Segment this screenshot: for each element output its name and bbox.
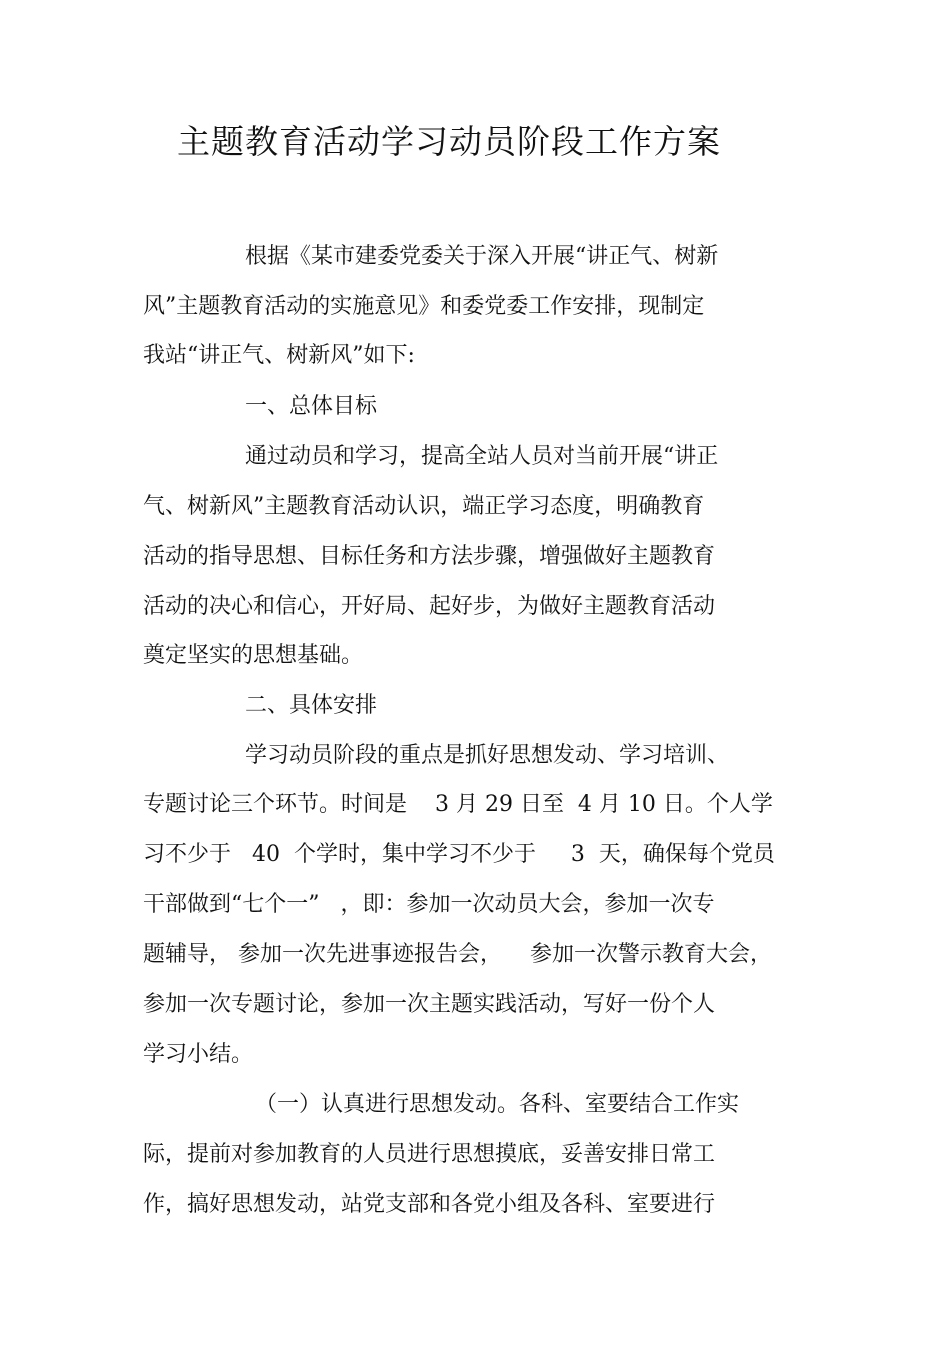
- paragraph-line: 际，提前对参加教育的人员进行思想摸底，妥善安排日常工: [143, 1142, 716, 1167]
- paragraph-line: 题辅导， 参加一次先进事迹报告会， 参加一次警示教育大会，: [143, 942, 772, 967]
- paragraph-line: 奠定坚实的思想基础。: [143, 643, 364, 668]
- paragraph-line: （一）认真进行思想发动。各科、室要结合工作实: [255, 1092, 740, 1117]
- paragraph-line: 专题讨论三个环节。时间是 3 月 29 日至 4 月 10 日。个人学: [143, 792, 773, 817]
- paragraph-line: 学习动员阶段的重点是抓好思想发动、学习培训、: [245, 743, 730, 768]
- section-heading: 一、总体目标: [245, 394, 378, 419]
- document-title: 主题教育活动学习动员阶段工作方案: [177, 122, 721, 161]
- paragraph-line: 通过动员和学习，提高全站人员对当前开展“讲正: [245, 444, 719, 469]
- section-heading: 二、具体安排: [245, 693, 378, 718]
- paragraph-line: 作，搞好思想发动，站党支部和各党小组及各科、室要进行: [143, 1192, 716, 1217]
- paragraph-line: 学习小结。: [143, 1042, 254, 1067]
- paragraph-line: 参加一次专题讨论，参加一次主题实践活动，写好一份个人: [143, 992, 716, 1017]
- paragraph-line: 活动的决心和信心，开好局、起好步，为做好主题教育活动: [143, 594, 716, 619]
- paragraph-line: 我站“讲正气、树新风”如下:: [143, 343, 415, 368]
- paragraph-line: 根据《某市建委党委关于深入开展“讲正气、树新: [245, 244, 719, 269]
- paragraph-line: 干部做到“七个一” ，即：参加一次动员大会，参加一次专: [143, 892, 715, 917]
- paragraph-line: 习不少于 40 个学时，集中学习不少于 3 天，确保每个党员: [143, 842, 775, 867]
- paragraph-line: 活动的指导思想、目标任务和方法步骤，增强做好主题教育: [143, 544, 716, 569]
- paragraph-line: 气、树新风”主题教育活动认识，端正学习态度，明确教育: [143, 494, 705, 519]
- paragraph-line: 风”主题教育活动的实施意见》和委党委工作安排，现制定: [143, 294, 705, 319]
